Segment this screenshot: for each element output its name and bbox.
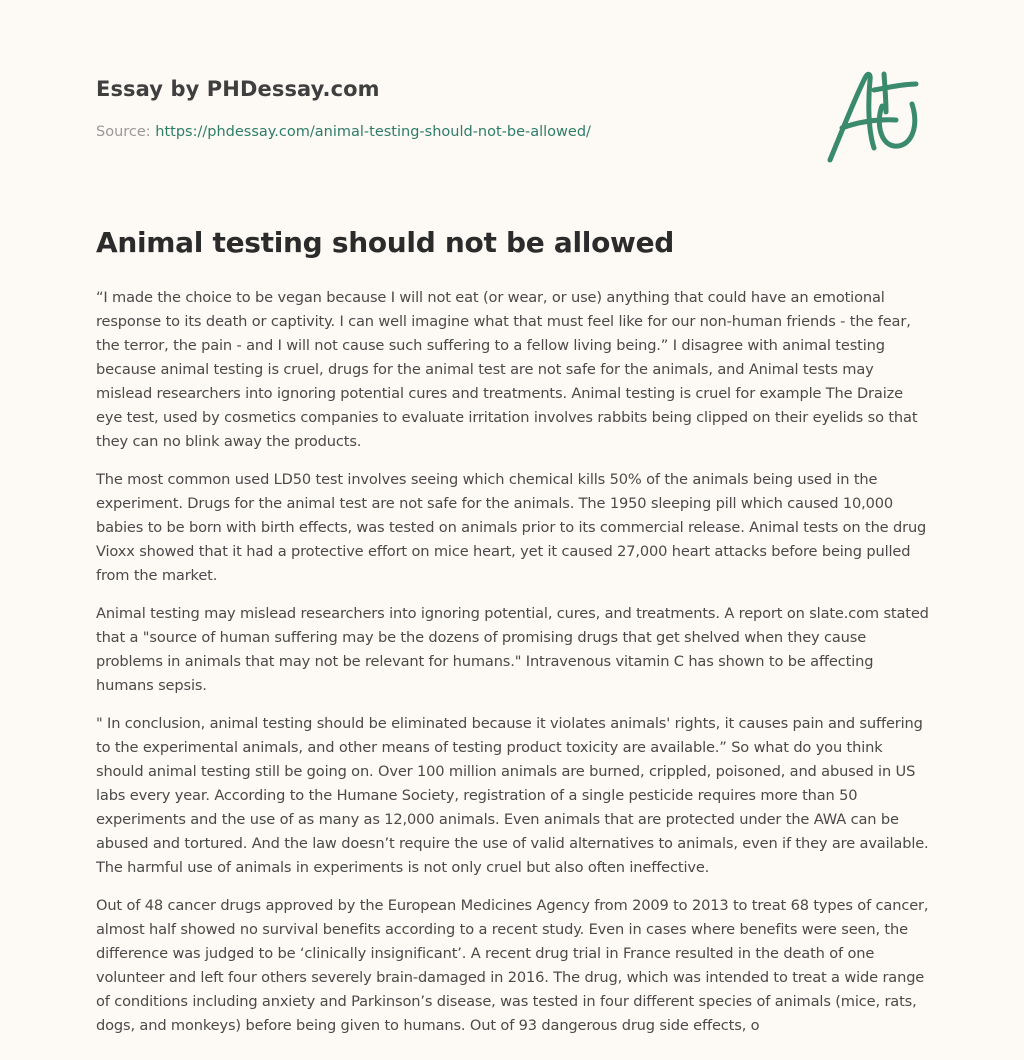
source-label: Source:	[96, 124, 156, 140]
paragraph: “I made the choice to be vegan because I will not eat (or wear, or use) anything that could have an emotional response to its death or captivity. I can well imagine what that must feel like for our non-human friends - the fear, the terror, the pain - and I will not cause such suffering to a fellow living being.” I disagree with animal testing because animal testing is cruel, drugs for the animal test are not safe for the animals, and Animal tests may mislead researchers into ignoring potential cures and treatments. Animal testing is cruel for example The Draize eye test, used by cosmetics companies to evaluate irritation involves rabbits being clipped on their eyelids so that they can no blink away the products.	[96, 289, 918, 450]
source-link[interactable]: https://phdessay.com/animal-testing-should-not-be-allowed/	[155, 124, 591, 140]
article-body	[96, 286, 930, 1052]
paragraph: " In conclusion, animal testing should be eliminated because it violates animals' rights, it causes pain and suffering to the experimental animals, and other means of testing product toxicity are available.” So what do you think should animal testing still be going on. Over 100 million animals are burned, crippled, poisoned, and abused in US labs every year. According to the Humane Society, registration of a single pesticide requires more than 50 experiments and the use of as many as 12,000 animals. Even animals that are protected under the AWA can be abused and tortured. And the law doesn’t require the use of valid alternatives to animals, even if they are available. The harmful use of animals in experiments is not only cruel but also often ineffective.	[96, 715, 929, 876]
paragraph: Out of 48 cancer drugs approved by the European Medicines Agency from 2009 to 2013 to treat 68 types of cancer, almost half showed no survival benefits according to a recent study. Even in cases where benefits were seen, the difference was judged to be ‘clinically insignificant’. A recent drug trial in France resulted in the death of one volunteer and left four others severely brain-damaged in 2016. The drug, which was intended to treat a wide range of conditions including anxiety and Parkinson’s disease, was tested in four different species of animals (mice, rats, dogs, and monkeys) before being given to humans. Out of 93 dangerous drug side effects, o	[96, 897, 929, 1034]
source-line	[96, 124, 591, 140]
article-title: Animal testing should not be allowed	[96, 226, 675, 259]
site-brand: Essay by PHDessay.com	[96, 77, 380, 101]
paragraph: Animal testing may mislead researchers into ignoring potential, cures, and treatments. A report on slate.com stated that a "source of human suffering may be the dozens of promising drugs that get shelved when they cause problems in animals that may not be relevant for humans." Intravenous vitamin C has shown to be affecting humans sepsis.	[96, 605, 929, 694]
paragraph: The most common used LD50 test involves seeing which chemical kills 50% of the animals being used in the experiment. Drugs for the animal test are not safe for the animals. The 1950 sleeping pill which caused 10,000 babies to be born with birth effects, was tested on animals prior to its commercial release. Animal tests on the drug Vioxx showed that it had a protective effort on mice heart, yet it caused 27,000 heart attacks before being pulled from the market.	[96, 471, 927, 584]
a-plus-grade-logo-icon	[824, 66, 924, 166]
